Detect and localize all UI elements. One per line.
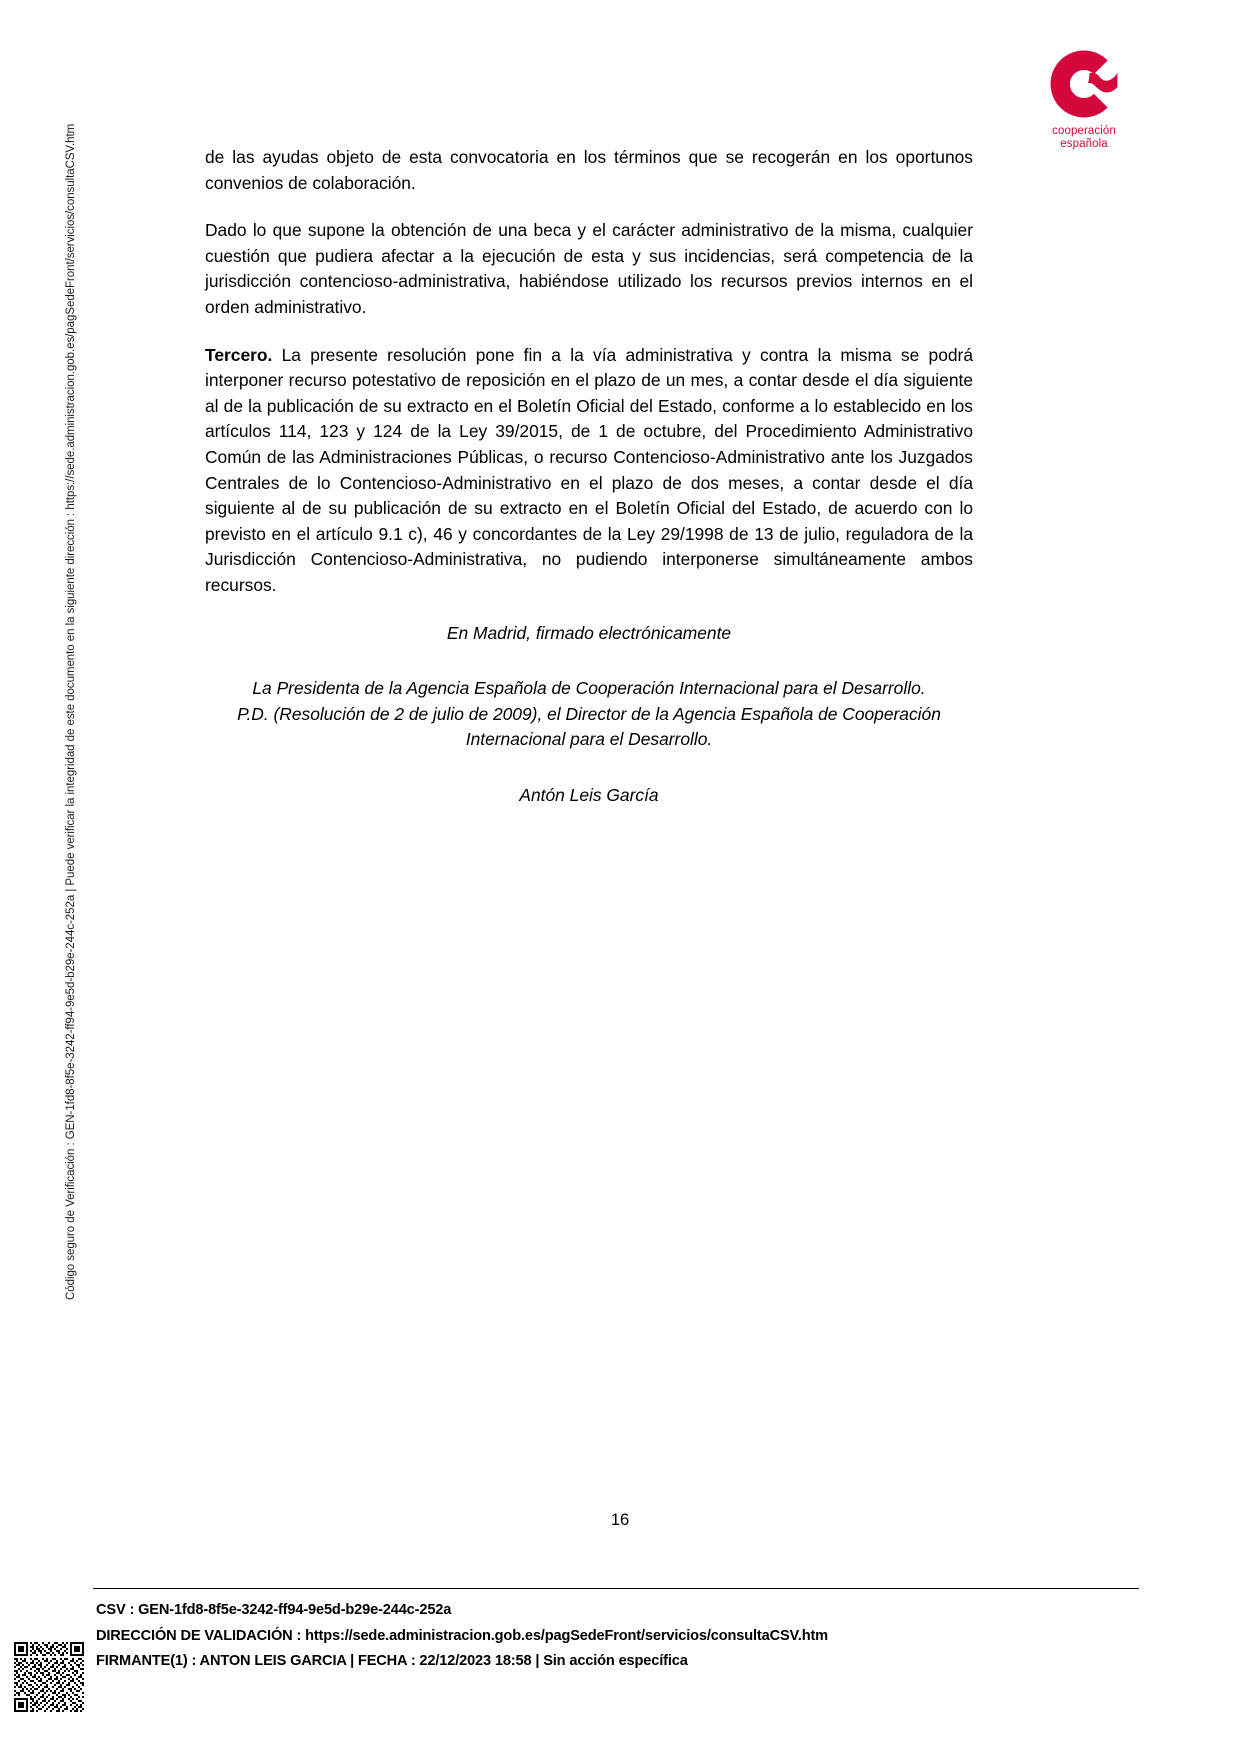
verification-side-strip-text: Código seguro de Verificación : GEN-1fd8-8f5e-3242-ff94-9e5d-b29e-244c-252a | Puede verificar la integridad de este documento en la siguiente dirección : https://sede.administracion.gob.es/pagSedeFront/servicios/consultaCSV.htm bbox=[65, 123, 77, 1300]
cooperacion-espanola-logo bbox=[1032, 46, 1136, 151]
paragraph-tercero bbox=[205, 343, 973, 599]
signature-title-line-2: P.D. (Resolución de 2 de julio de 2009), el Director de la Agencia Española de Cooperación bbox=[237, 703, 941, 724]
signature-title-line-1: La Presidenta de la Agencia Española de Cooperación Internacional para el Desarrollo. bbox=[252, 678, 926, 699]
paragraph-tercero-label: Tercero. bbox=[205, 344, 273, 365]
verification-side-strip bbox=[65, 110, 96, 1300]
logo-line-1: cooperación bbox=[1052, 125, 1116, 137]
cooperacion-espanola-mark-icon bbox=[1046, 46, 1122, 122]
signature-place: En Madrid, firmado electrónicamente bbox=[446, 622, 732, 643]
page-number: 16 bbox=[610, 1511, 630, 1529]
logo-wordmark bbox=[1032, 125, 1136, 151]
document-body bbox=[205, 145, 973, 808]
qr-code bbox=[10, 1638, 88, 1716]
qr-code-icon bbox=[12, 1640, 86, 1714]
logo-line-2: española bbox=[1060, 138, 1108, 150]
footer-signer-line: FIRMANTE(1) : ANTON LEIS GARCIA | FECHA : 22/12/2023 18:58 | Sin acción específica bbox=[96, 1653, 688, 1669]
signature-title-block bbox=[205, 676, 973, 753]
signer-name: Antón Leis García bbox=[519, 784, 659, 805]
paragraph-tercero-text: La presente resolución pone fin a la vía administrativa y contra la misma se podrá interponer recurso potestativo de reposición en el plazo de un mes, a contar desde el día siguiente al de la publicación de su extracto en el Boletín Oficial del Estado, conforme a lo establecido en los artículos 114, 123 y 124 de la Ley 39/2015, de 1 de octubre, del Procedimiento Administrativo Común de las Administraciones Públicas, o recurso Contencioso-Administrativo ante los Juzgados Centrales de lo Contencioso-Administrativo en el plazo de dos meses, a contar desde el día siguiente al de su publicación de su extracto en el Boletín Oficial del Estado, de acuerdo con lo previsto en el artículo 9.1 c), 46 y concordantes de la Ley 29/1998 de 13 de julio, reguladora de la Jurisdicción Contencioso-Administrativa, no pudiendo interponerse simultáneamente ambos recursos. bbox=[205, 344, 973, 595]
paragraph-jurisdiction: Dado lo que supone la obtención de una beca y el carácter administrativo de la misma, cualquier cuestión que pudiera afectar a la ejecución de esta y sus incidencias, será competencia de la jurisdicción contencioso-administrativa, habiéndose utilizado los recursos previos internos en el orden administrativo. bbox=[205, 220, 973, 317]
signature-title-line-3: Internacional para el Desarrollo. bbox=[465, 729, 713, 750]
footer-csv-line: CSV : GEN-1fd8-8f5e-3242-ff94-9e5d-b29e-244c-252a bbox=[96, 1602, 452, 1618]
footer-validation-line: DIRECCIÓN DE VALIDACIÓN : https://sede.administracion.gob.es/pagSedeFront/servicios/consultaCSV.htm bbox=[96, 1627, 828, 1644]
footer-metadata bbox=[96, 1598, 1146, 1675]
paragraph-continuation: de las ayudas objeto de esta convocatoria en los términos que se recogerán en los oportunos convenios de colaboración. bbox=[205, 147, 973, 193]
footer-divider bbox=[93, 1588, 1139, 1589]
